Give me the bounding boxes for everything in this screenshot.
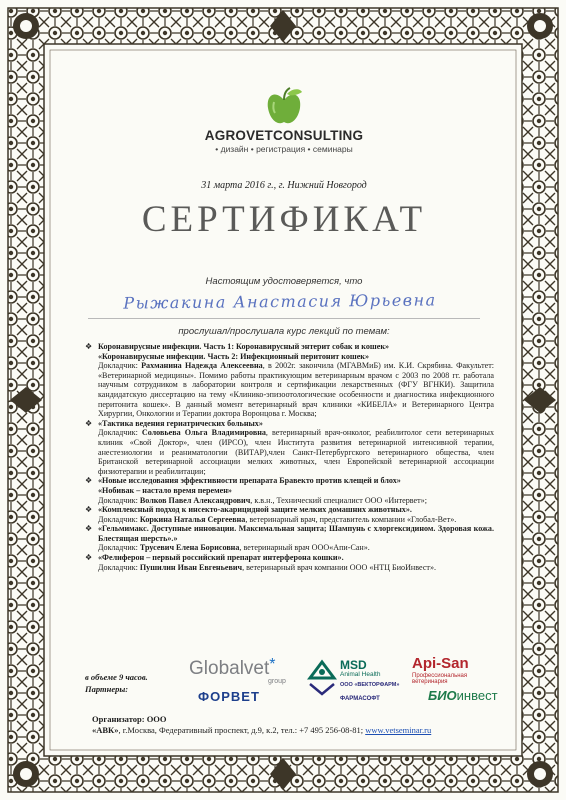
lecture-title: «Фелиферон – первый российский препарат интерферона кошки».	[98, 553, 344, 563]
organizer-website-link[interactable]: www.vetseminar.ru	[365, 725, 432, 735]
duration: в объеме 9 часов.	[85, 672, 148, 682]
speaker-name: Волков Павел Александрович	[139, 495, 251, 505]
speaker-prefix: Докладчик:	[98, 562, 140, 572]
apisan-logo: Api-San	[412, 655, 469, 672]
lecture-speaker	[98, 428, 494, 476]
speaker-bio: , ветеринарный врач ООО«Апи-Сан».	[239, 543, 370, 553]
lecture-list	[84, 342, 494, 572]
attended-text: прослушал/прослушала курс лекций по темам:	[178, 326, 390, 337]
speaker-bio: , ветеринарный врач компании ООО «НТЦ БиоИнвест».	[242, 562, 437, 572]
speaker-bio: , ветеринарный врач-онколог, реабилитолог сети ветеринарных клиник «Свой Доктор», член (ИРСО), член Института развития ветеринарной интенсивной терапии, анестезиологии и реаниматологии (ВИТАР),член Санкт-Петербургского ветеринарного общества, член Британской ветеринарной ассоциации мелких животных, член Европейской ветеринарной ассоциации физиотерапии и реабилитации;	[98, 428, 494, 476]
lecture-speaker	[98, 543, 494, 553]
diamond-bullet-icon: ❖	[85, 418, 93, 428]
brand-logo	[72, 86, 496, 154]
speaker-prefix: Докладчик:	[98, 543, 140, 553]
speaker-name: Коркина Наталья Сергеевна	[139, 514, 246, 524]
organizer-line-1	[92, 714, 492, 725]
lecture-item	[84, 419, 494, 477]
speaker-name: Соловьева Ольга Владимировна	[141, 428, 266, 438]
speaker-bio: , к.в.н., Технический специалист ООО «Интервет»;	[250, 495, 427, 505]
speaker-bio: , ветеринарный врач, представитель компании «Глобал-Вет».	[245, 514, 457, 524]
speaker-prefix: Докладчик:	[98, 361, 142, 371]
brand-tagline: • дизайн • регистрация • семинары	[215, 144, 353, 154]
globalvet-logo	[189, 658, 276, 680]
bioinvest-logo	[428, 688, 498, 703]
organizer-address: , г.Москва, Федеративный проспект, д.9, к.2, тел.: +7 495 256-08-81;	[118, 725, 366, 735]
lecture-item	[84, 553, 494, 572]
globalvet-name: Globalvet	[189, 658, 270, 679]
globalvet-star: *	[269, 656, 276, 673]
diamond-bullet-icon: ❖	[85, 342, 93, 351]
signature-line	[88, 318, 480, 319]
dateline: 31 марта 2016 г., г. Нижний Новгород	[201, 180, 367, 191]
lecture-speaker	[98, 515, 494, 525]
speaker-name: Трусевич Елена Борисовна	[139, 543, 240, 553]
speaker-name: Пушилин Иван Евгеньевич	[139, 562, 243, 572]
diamond-bullet-icon: ❖	[85, 553, 93, 563]
green-apple-icon	[262, 86, 306, 128]
lecture-item	[84, 524, 494, 553]
lecture-item	[84, 476, 494, 505]
lecture-speaker	[98, 496, 494, 506]
lecture-title: Коронавирусные инфекции. Часть 1: Коронавирусный энтерит собак и кошек»	[98, 342, 390, 351]
lecture-title: «Гельмимакс. Доступные инновации. Максимальная защита; Шампунь с хлоргексидином. Здоровая кожа. Блестящая шерсть».»	[98, 524, 494, 543]
vectorfarm-name: ООО «ВЕКТОРФАРМ»	[340, 682, 400, 688]
diamond-bullet-icon: ❖	[85, 505, 93, 515]
lecture-item	[84, 505, 494, 524]
msd-name: MSD	[340, 658, 367, 672]
partners-label: Партнеры:	[85, 684, 129, 694]
msd-logo	[304, 656, 404, 706]
lecture-item	[84, 342, 494, 419]
lecture-speaker	[98, 563, 494, 573]
speaker-bio: , в 2002г. закончила (МГАВМиБ) им. К.И. Скрябина. Факультет: «Ветеринарной медицины». Помимо работы практикующим ветеринарным врачом с 2003 по 2008 гг. работала научным сотрудником в лаборатории контроля и сертификации лекарственных (ФГУ ВГНКИ). Защитила кандидатскую диссертацию на тему «Клинико-эпизоотологические особенности и диагностика инфекционного перитонита кошек». В данный момент ветеринарный врач клиники «КИБЕЛА» и Ветеринарного Центра Хирургии, Онкологии и Терапии доктора Воронцова г. Москва;	[98, 361, 494, 419]
bioinvest-bio: БИО	[428, 688, 457, 703]
diamond-bullet-icon: ❖	[85, 524, 93, 534]
msd-sub: Animal Health	[340, 671, 381, 678]
organizer-line-2	[92, 725, 492, 736]
certificate-title: СЕРТИФИКАТ	[141, 199, 427, 240]
speaker-name: Рахманина Надежда Алексеевна	[141, 361, 263, 371]
organizer-name: «АВК»	[92, 725, 119, 735]
lecture-title: «Комплексный подход к инсекто-акарицидной защите мелких домашних животных».	[98, 505, 412, 515]
organizer-label: Организатор:	[92, 714, 145, 724]
lecture-speaker	[98, 361, 494, 419]
vectorfarm-mark-icon	[308, 682, 336, 696]
bioinvest-rest: инвест	[456, 688, 498, 703]
forvet-logo: ФОРВЕТ	[198, 689, 260, 704]
recipient-signature: Рыжакина Анастасия Юрьевна	[123, 290, 437, 313]
msd-mark-icon	[306, 658, 338, 682]
lecture-title: «Новые исследования эффективности препарата Бравекто против клещей и блох»	[98, 476, 401, 486]
lecture-title: «Коронавирусные инфекции. Часть 2: Инфекционный перитонит кошек»	[98, 351, 370, 361]
diamond-bullet-icon: ❖	[85, 476, 93, 486]
speaker-prefix: Докладчик:	[98, 514, 140, 524]
farmasoft-name: ФАРМАСОФТ	[340, 696, 380, 702]
lecture-title: «Нобивак – настало время перемен»	[98, 485, 232, 495]
apisan-sub: Профессиональная ветеринария	[412, 673, 468, 685]
globalvet-group: group	[268, 678, 286, 685]
certify-text: Настоящим удостоверяется, что	[205, 276, 363, 287]
organizer-block	[92, 714, 492, 736]
speaker-prefix: Докладчик:	[98, 428, 142, 438]
brand-name: AGROVETCONSULTING	[204, 128, 364, 143]
speaker-prefix: Докладчик:	[98, 495, 140, 505]
organizer-form: ООО	[146, 714, 167, 724]
lecture-title: «Тактика ведения гериатрических больных»	[98, 418, 263, 428]
